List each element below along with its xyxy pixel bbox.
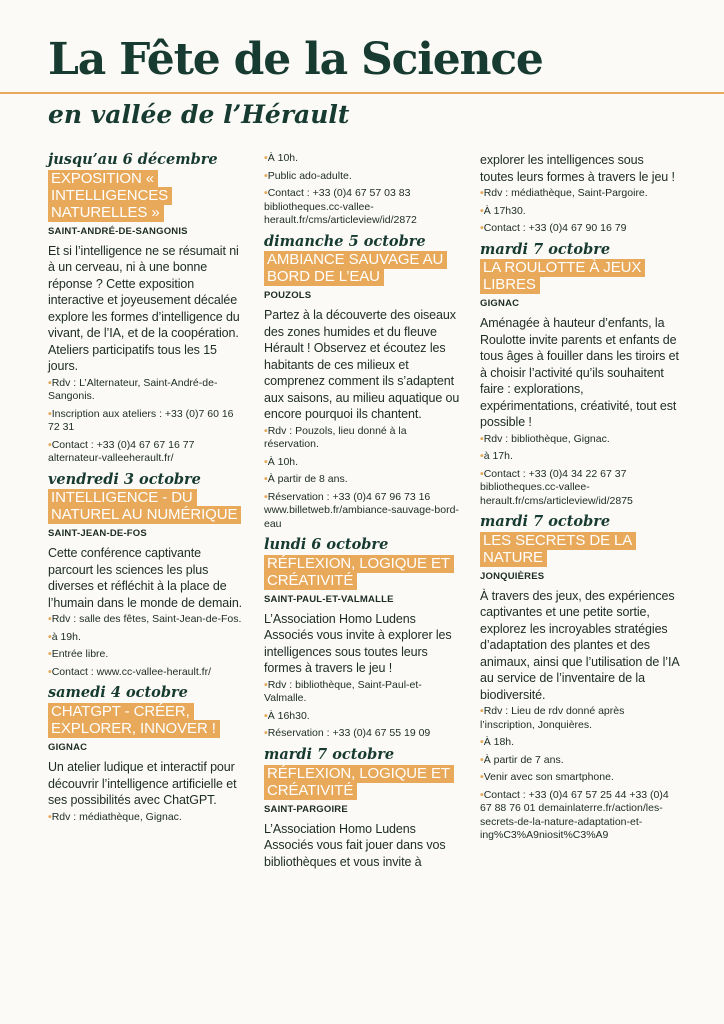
event-description: À travers des jeux, des expériences captivantes et une petite sortie, explorez les incroyables stratégies d’adaptation des plantes et des animaux, ainsi que l’utilisation de l’IA au service de l’inventaire de la biodiversité. [480,588,679,702]
event-place: SAINT-ANDRÉ-DE-SANGONIS [48,225,188,237]
event-description: explorer les intelligences sous toutes leurs formes à travers le jeu ! [480,153,675,184]
title-rule [0,92,724,94]
event-info: Rdv : bibliothèque, Saint-Paul-et-Valmalle. [264,678,422,705]
event-title: RÉFLEXION, LOGIQUE ET CRÉATIVITÉ [264,555,454,590]
bullet-dot-icon: • [48,810,52,823]
event-contact: Contact : www.cc-vallee-herault.fr/ [51,665,211,678]
event-title: RÉFLEXION, LOGIQUE ET CRÉATIVITÉ [264,765,454,800]
event-date: lundi 6 octobre [264,536,389,554]
event-title: LA ROULOTTE À JEUX LIBRES [480,259,645,294]
event-info: Public ado-adulte. [267,169,352,182]
event-reflexion-valmalle [264,537,462,741]
bullet-dot-icon: • [480,788,484,801]
bullet-dot-icon: • [264,678,268,691]
event-title: AMBIANCE SAUVAGE AU BORD DE L’EAU [264,251,447,286]
event-roulotte [480,242,680,509]
event-contact: Contact : +33 (0)4 67 57 25 44 +33 (0)4 67 88 76 01 demainlaterre.fr/action/les-secrets-de-la-nature-adaptation-et-ing%C3%A9niosit%C3%A9 [480,788,669,842]
bullet-dot-icon: • [480,705,484,718]
event-place: GIGNAC [48,742,88,754]
event-reflexion-pargoire [264,747,462,870]
bullet-dot-icon: • [264,490,268,503]
event-contact: Réservation : +33 (0)4 67 96 73 16 www.billetweb.fr/ambiance-sauvage-bord-eau [264,490,459,530]
event-ambiance-sauvage [264,234,462,532]
event-contact: Contact : +33 (0)4 67 67 16 77 alternateur-valleeherault.fr/ [48,438,195,465]
event-info: Venir avec son smartphone. [483,771,614,784]
event-contact: Contact : +33 (0)4 67 90 16 79 [483,222,627,234]
event-contact: Réservation : +33 (0)4 67 55 19 09 [267,727,431,740]
bullet-dot-icon: • [480,771,484,784]
column-1 [48,152,244,830]
event-contact: Contact : +33 (0)4 67 57 03 83 bibliotheques.cc-vallee-herault.fr/cms/articleview/id/2872 [264,187,417,226]
event-info: Inscription aux ateliers : +33 (0)7 60 16 72 31 [48,407,234,434]
bullet-dot-icon: • [48,407,52,420]
event-date: mardi 7 octobre [480,240,611,258]
event-place: SAINT-PARGOIRE [264,803,348,815]
event-description: Un atelier ludique et interactif pour découvrir l’intelligence artificielle et ses possibilités avec ChatGPT. [48,760,237,808]
event-info: Rdv : médiathèque, Saint-Pargoire. [483,187,648,199]
column-3 [480,152,680,849]
event-info: À 18h. [483,736,515,749]
bullet-dot-icon: • [480,753,484,766]
event-date: dimanche 5 octobre [264,232,426,250]
event-info: Rdv : salle des fêtes, Saint-Jean-de-Fos. [51,613,242,626]
bullet-dot-icon: • [48,630,52,643]
event-date: jusqu’au 6 décembre [48,151,218,168]
event-info: À 16h30. [267,709,310,722]
event-place: SAINT-PAUL-ET-VALMALLE [264,593,394,605]
event-reflexion-pargoire-continued [480,152,680,236]
event-title: LES SECRETS DE LA NATURE [480,532,636,567]
event-description: Et si l’intelligence ne se résumait ni à un cerveau, ni à une bonne réponse ? Cette exposition interactive et joyeusement décalée explore les formes d’intelligence du vivant, de l’IA, et de la coopération. Ateliers participatifs tous les 15 jours. [48,243,240,374]
event-place: SAINT-JEAN-DE-FOS [48,528,147,540]
bullet-dot-icon: • [480,204,484,217]
event-place: POUZOLS [264,290,312,302]
event-description: Aménagée à hauteur d’enfants, la Roulotte invite parents et enfants de tous âges à fouiller dans les tiroirs et à choisir l’activité qu’ils souhaitent faire : explorations, expérimentations, créativité, tout est possible ! [480,316,679,430]
bullet-dot-icon: • [264,473,268,486]
event-info: à 19h. [51,630,81,643]
event-info: À 17h30. [483,204,526,217]
bullet-dot-icon: • [48,376,52,389]
event-contact: Contact : +33 (0)4 34 22 67 37 bibliotheques.cc-vallee-herault.fr/cms/articleview/id/2875 [480,467,633,507]
event-info: Entrée libre. [51,648,109,661]
event-date: samedi 4 octobre [48,684,188,702]
event-info: Rdv : Pouzols, lieu donné à la réservation. [264,424,407,451]
event-info: Rdv : bibliothèque, Gignac. [483,432,610,445]
event-place: GIGNAC [480,298,520,310]
event-date: mardi 7 octobre [264,745,395,763]
event-description: L’Association Homo Ludens Associés vous fait jouer dans vos bibliothèques et vous invite à [264,821,446,869]
page-title: La Fête de la Science [48,34,543,85]
event-info: à 17h. [483,450,513,463]
event-description: L’Association Homo Ludens Associés vous invite à explorer les intelligences sous toutes leurs formes à travers le jeu ! [264,611,452,676]
bullet-dot-icon: • [264,424,268,437]
bullet-dot-icon: • [48,665,52,678]
event-exposition [48,152,244,466]
bullet-dot-icon: • [264,727,268,740]
event-info: À 10h. [267,152,299,164]
event-info: Rdv : médiathèque, Gignac. [51,810,182,823]
bullet-dot-icon: • [264,709,268,722]
event-info: Rdv : Lieu de rdv donné après l’inscription, Jonquières. [480,705,625,731]
bullet-dot-icon: • [480,432,484,445]
event-secrets-nature [480,514,680,843]
event-conference [48,472,244,680]
bullet-dot-icon: • [480,736,484,749]
page-subtitle: en vallée de l’Hérault [48,100,350,129]
event-date: mardi 7 octobre [480,513,611,531]
bullet-dot-icon: • [480,222,484,234]
bullet-dot-icon: • [264,169,268,182]
event-date: vendredi 3 octobre [48,470,201,488]
event-info: À partir de 8 ans. [267,473,348,486]
bullet-dot-icon: • [48,648,52,661]
event-info: Rdv : L’Alternateur, Saint-André-de-Sangonis. [48,376,218,403]
event-chatgpt [48,685,244,824]
bullet-dot-icon: • [264,187,268,199]
event-title: CHATGPT - CRÉER, EXPLORER, INNOVER ! [48,703,220,738]
event-place: JONQUIÈRES [480,570,545,582]
event-info: À partir de 7 ans. [483,753,564,766]
event-chatgpt-continued [264,152,462,228]
bullet-dot-icon: • [264,152,268,164]
event-info: À 10h. [267,455,299,468]
column-2 [264,152,462,876]
bullet-dot-icon: • [264,455,268,468]
event-title: INTELLIGENCE - DU NATUREL AU NUMÉRIQUE [48,489,241,524]
bullet-dot-icon: • [480,450,484,463]
event-description: Cette conférence captivante parcourt les sciences les plus diverses et réfléchit à la place de l’humain dans le monde de demain. [48,546,243,610]
bullet-dot-icon: • [48,438,52,451]
event-title: EXPOSITION « INTELLIGENCES NATURELLES » [48,170,172,222]
bullet-dot-icon: • [48,613,52,626]
bullet-dot-icon: • [480,467,484,480]
bullet-dot-icon: • [480,187,484,199]
event-description: Partez à la découverte des oiseaux des zones humides et du fleuve Hérault ! Observez et écoutez les habitants de ces milieux et comprenez comment ils s’adaptent aux saisons, au milieu aquatique ou encore pourquoi ils chantent. [264,308,460,422]
